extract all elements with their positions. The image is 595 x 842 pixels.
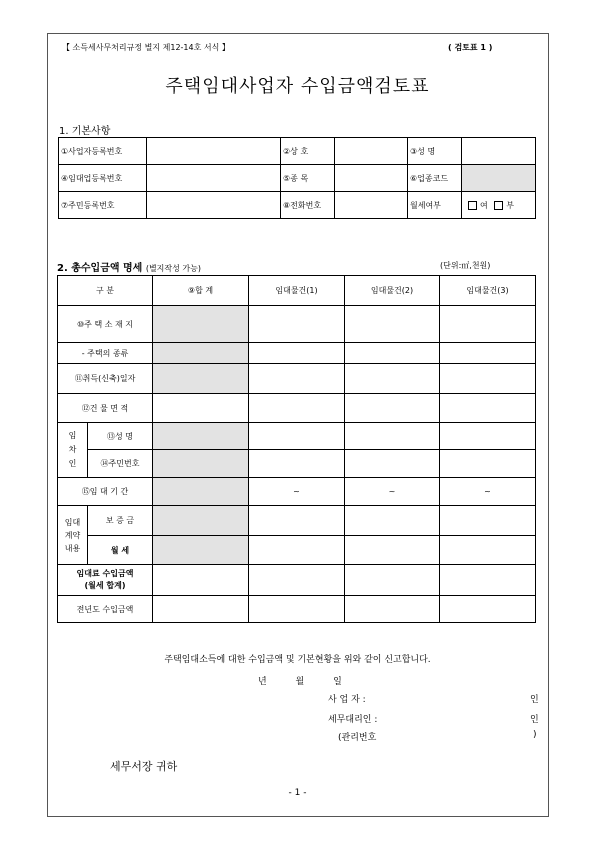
row-acq-date: ⑪취득(신축)일자 — [58, 364, 153, 394]
tenant-name-p2[interactable] — [345, 423, 440, 450]
total-cell — [153, 478, 249, 506]
group-contract: 임대 계약 내용 — [58, 506, 88, 565]
addressee: 세무서장 귀하 — [110, 760, 178, 773]
basic-info-table — [58, 137, 536, 219]
business-reg-no-field[interactable] — [147, 138, 281, 165]
area-p1[interactable] — [249, 394, 345, 423]
income-p1[interactable] — [249, 565, 345, 596]
house-type-p1[interactable] — [249, 343, 345, 364]
label-monthly-rent: 월세여부 — [408, 192, 462, 219]
label-trade-name: ②상 호 — [281, 138, 335, 165]
trade-name-field[interactable] — [335, 138, 408, 165]
col-category: 구 분 — [58, 276, 153, 306]
monthly-yes-checkbox[interactable] — [468, 201, 477, 210]
acq-date-p1[interactable] — [249, 364, 345, 394]
section1-heading: 1. 기본사항 — [59, 126, 111, 137]
unit-note: (단위:㎡,천원) — [440, 261, 491, 270]
phone-field[interactable] — [335, 192, 408, 219]
date-line[interactable]: 년 월 일 — [258, 677, 342, 687]
label-rental-reg-no: ④임대업등록번호 — [59, 165, 147, 192]
address-p1[interactable] — [249, 306, 345, 343]
declaration-text: 주택임대소득에 대한 수입금액 및 기본현황을 위와 같이 신고합니다. — [164, 655, 431, 665]
house-type-p2[interactable] — [345, 343, 440, 364]
row-area: ⑫건 물 면 적 — [58, 394, 153, 423]
industry-code-field — [462, 165, 536, 192]
area-total[interactable] — [153, 394, 249, 423]
row-deposit: 보 증 금 — [88, 506, 153, 536]
period-p2[interactable]: ~ — [345, 478, 440, 506]
rental-reg-no-field[interactable] — [147, 165, 281, 192]
area-p3[interactable] — [440, 394, 536, 423]
tenant-id-p1[interactable] — [249, 450, 345, 478]
row-monthly: 월 세 — [88, 536, 153, 565]
section2-subtitle: (별지작성 가능) — [145, 264, 201, 273]
deposit-p3[interactable] — [440, 506, 536, 536]
prev-income-p3[interactable] — [440, 596, 536, 623]
income-table — [57, 275, 536, 623]
label-phone: ⑧전화번호 — [281, 192, 335, 219]
acq-date-p2[interactable] — [345, 364, 440, 394]
row-prev-income: 전년도 수입금액 — [58, 596, 153, 623]
row-tenant-name: ⑬성 명 — [88, 423, 153, 450]
deposit-p2[interactable] — [345, 506, 440, 536]
applicant-label: 사 업 자 : — [328, 695, 366, 705]
label-business-reg-no: ①사업자등록번호 — [59, 138, 147, 165]
label-name: ③성 명 — [408, 138, 462, 165]
total-cell — [153, 343, 249, 364]
monthly-p3[interactable] — [440, 536, 536, 565]
row-period: ⑮임 대 기 간 — [58, 478, 153, 506]
rental-income-label: 임대료 수입금액 — [76, 569, 134, 578]
monthly-no-label: 부 — [506, 200, 515, 210]
total-cell — [153, 450, 249, 478]
section2-title: 2. 총수입금액 명세 — [57, 263, 143, 274]
form-code: ( 검토표 1 ) — [448, 43, 493, 52]
acq-date-p3[interactable] — [440, 364, 536, 394]
form-reference: 【 소득세사무처리규정 별지 제12-14호 서식 】 — [62, 43, 230, 52]
total-cell — [153, 364, 249, 394]
applicant-seal: 인 — [530, 695, 539, 705]
label-resident-no: ⑦주민등록번호 — [59, 192, 147, 219]
row-rental-income — [58, 565, 153, 596]
row-tenant-id: ⑭주민번호 — [88, 450, 153, 478]
prev-income-total[interactable] — [153, 596, 249, 623]
period-p1[interactable]: ~ — [249, 478, 345, 506]
row-house-type: - 주택의 종류 — [58, 343, 153, 364]
tax-agent-label: 세무대리인 : — [328, 715, 378, 725]
deposit-total — [153, 506, 249, 536]
prev-income-p2[interactable] — [345, 596, 440, 623]
col-property-1: 임대물건(1) — [249, 276, 345, 306]
house-type-p3[interactable] — [440, 343, 536, 364]
row-address: ⑩주 택 소 재 지 — [58, 306, 153, 343]
rental-income-sublabel: (월세 합계) — [84, 581, 126, 590]
total-cell — [153, 423, 249, 450]
group-tenant: 임 차 인 — [58, 423, 88, 478]
period-p3[interactable]: ~ — [440, 478, 536, 506]
management-no-label: (관리번호 — [338, 733, 377, 743]
monthly-yes-label: 여 — [480, 200, 488, 210]
tax-agent-seal: 인 — [530, 715, 539, 725]
deposit-p1[interactable] — [249, 506, 345, 536]
monthly-no-checkbox[interactable] — [494, 201, 503, 210]
prev-income-p1[interactable] — [249, 596, 345, 623]
income-total[interactable] — [153, 565, 249, 596]
address-p2[interactable] — [345, 306, 440, 343]
tenant-id-p2[interactable] — [345, 450, 440, 478]
monthly-p1[interactable] — [249, 536, 345, 565]
label-business-type: ⑤종 목 — [281, 165, 335, 192]
col-total: ⑨합 계 — [153, 276, 249, 306]
tenant-name-p3[interactable] — [440, 423, 536, 450]
document-title: 주택임대사업자 수입금액검토표 — [165, 76, 430, 97]
tenant-name-p1[interactable] — [249, 423, 345, 450]
col-property-2: 임대물건(2) — [345, 276, 440, 306]
income-p2[interactable] — [345, 565, 440, 596]
tenant-id-p3[interactable] — [440, 450, 536, 478]
income-p3[interactable] — [440, 565, 536, 596]
col-property-3: 임대물건(3) — [440, 276, 536, 306]
page-number: - 1 - — [288, 788, 307, 798]
resident-no-field[interactable] — [147, 192, 281, 219]
area-p2[interactable] — [345, 394, 440, 423]
total-cell — [153, 306, 249, 343]
label-industry-code: ⑥업종코드 — [408, 165, 462, 192]
monthly-p2[interactable] — [345, 536, 440, 565]
name-field[interactable] — [462, 138, 536, 165]
management-no-close: ) — [533, 730, 537, 740]
section2-heading — [57, 259, 201, 274]
address-p3[interactable] — [440, 306, 536, 343]
business-type-field[interactable] — [335, 165, 408, 192]
monthly-total — [153, 536, 249, 565]
monthly-rent-options — [462, 192, 536, 219]
